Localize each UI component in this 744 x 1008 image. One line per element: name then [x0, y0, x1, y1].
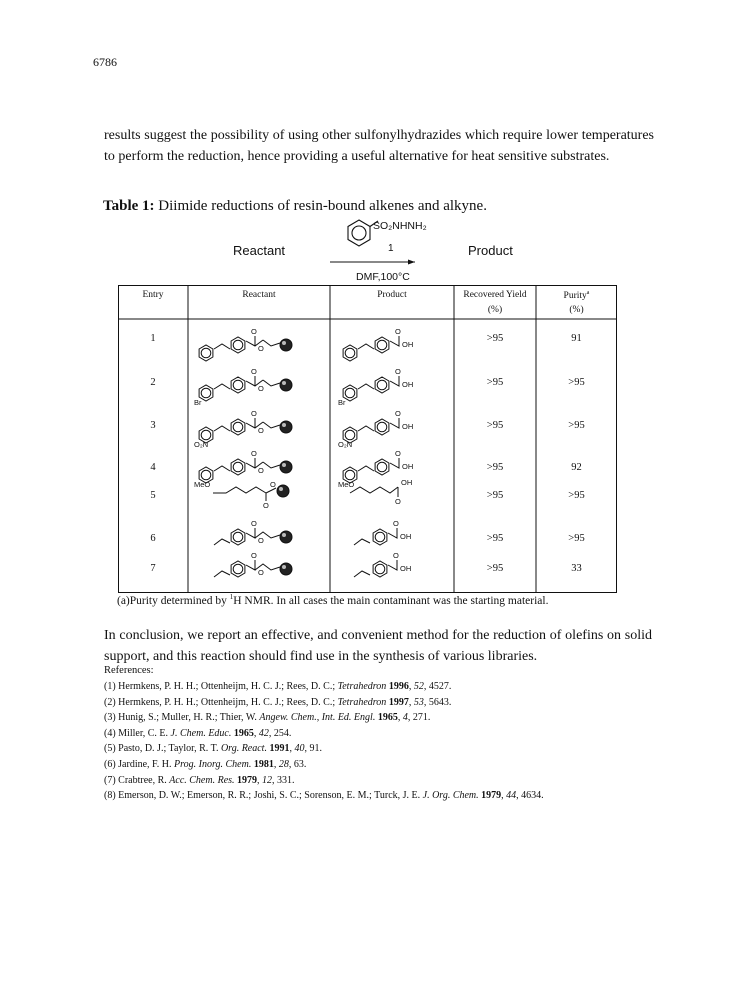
reference-volume: 44 [506, 790, 517, 802]
conclusion-paragraph: In conclusion, we report an effective, and convenient method for the reduction of olefins on solid support, and this reaction should find use in the synthesis of various libraries. [104, 628, 652, 664]
resin-bead [277, 485, 289, 497]
reference-pages: , 4634. [516, 790, 544, 802]
atom-label: O [258, 536, 264, 545]
bond [263, 340, 280, 346]
table-yield: >95 [486, 462, 504, 473]
atom-label: O [258, 344, 264, 353]
bond [354, 539, 370, 545]
reference-year: 1996 [388, 681, 409, 692]
resin-bead [280, 563, 292, 575]
atom-label: O [263, 501, 269, 510]
reference-item: (1) Hermkens, P. H. H.; Ottenheijm, H. C. J.; Rees, D. C.; Tetrahedron 1996, 52, 4527. [104, 681, 452, 692]
atom-label: OH [401, 478, 413, 487]
reference-journal: Prog. Inorg. Chem. [174, 759, 252, 770]
header-yield: Recovered Yield [463, 290, 527, 300]
reference-volume: 42 [258, 727, 269, 739]
bond [263, 380, 280, 386]
reference-journal: Angew. Chem., Int. Ed. Engl. [259, 712, 376, 724]
atom-label: O [258, 426, 264, 435]
reference-year: 1981 [253, 759, 274, 770]
atom-label: O [395, 409, 401, 418]
bond [214, 384, 230, 389]
bond [263, 422, 280, 428]
atom-label: O₂N [194, 440, 209, 449]
table-entry: 7 [150, 563, 156, 574]
reference-item: (4) Miller, C. E. J. Chem. Educ. 1965, 42, 254. [104, 727, 292, 739]
bond [358, 384, 374, 389]
reference-journal: J. Chem. Educ. [170, 727, 232, 739]
reference-item: (7) Crabtree, R. Acc. Chem. Res. 1979, 12, 331. [104, 774, 295, 786]
atom-label: OH [400, 564, 412, 573]
reference-volume: 52 [413, 681, 424, 692]
bond [358, 426, 374, 431]
reference-authors: (3) Hunig, S.; Muller, H. R.; Thier, W. [104, 712, 260, 724]
reference-authors: (7) Crabtree, R. [104, 774, 170, 786]
reference-journal: J. Org. Chem. [422, 790, 479, 802]
table-yield: >95 [486, 563, 504, 574]
atom-label: O [251, 327, 257, 336]
reference-year: 1997 [388, 696, 409, 708]
intro-paragraph: results suggest the possibility of using other sulfonylhydrazides which require lower temperatures to perform the reduction, hence providing a useful alternative for heat sensitive substrates. [104, 128, 654, 164]
bond [390, 336, 399, 346]
atom-label: O [251, 409, 257, 418]
reference-year: 1979 [237, 774, 258, 786]
atom-label: OH [402, 422, 414, 431]
header-yield-unit: (%) [487, 305, 503, 315]
atom-label: O [258, 568, 264, 577]
reference-pages: , 91. [304, 743, 322, 755]
page-number: 6786 [93, 55, 117, 69]
bond [388, 528, 397, 538]
atom-label: OH [402, 462, 414, 471]
resin-bead [280, 421, 292, 433]
reference-pages: , 271. [407, 712, 431, 724]
table-entry: 6 [150, 533, 156, 544]
table-purity: 33 [571, 563, 582, 574]
reference-item: (3) Hunig, S.; Muller, H. R.; Thier, W. Angew. Chem., Int. Ed. Engl. 1965, 4, 271. [104, 712, 431, 724]
bond [214, 539, 230, 545]
atom-label: O [395, 367, 401, 376]
bond [246, 528, 255, 538]
reference-pages: , 254. [268, 727, 292, 739]
footnote-text-a: (a)Purity determined by [117, 594, 230, 607]
table-purity: 91 [571, 333, 582, 344]
reference-volume: 40 [294, 743, 305, 755]
atom-label: O [393, 551, 399, 560]
reference-item: (2) Hermkens, P. H. H.; Ottenheijm, H. C. J.; Rees, D. C.; Tetrahedron 1997, 53, 5643. [104, 696, 452, 708]
atom-label: O [258, 466, 264, 475]
results-table [118, 285, 617, 593]
reference-pages: , 63. [288, 759, 307, 770]
table-yield: >95 [486, 377, 504, 388]
header-reactant: Reactant [242, 290, 276, 300]
table-purity: >95 [568, 490, 585, 501]
resin-bead [280, 531, 292, 543]
atom-label: O [395, 497, 401, 506]
atom-label: O [251, 551, 257, 560]
reference-volume: 4 [402, 712, 408, 724]
table-entry: 3 [150, 420, 156, 431]
scheme-reagent-formula: SO₂NHNH₂ [373, 220, 427, 232]
table-caption-text: Diimide reductions of resin-bound alkenes and alkyne. [154, 198, 487, 214]
bond [390, 458, 399, 468]
table-purity: >95 [568, 420, 585, 431]
atom-label: Br [338, 398, 346, 407]
atom-label: O [251, 519, 257, 528]
bond [214, 466, 230, 471]
table-purity: >95 [568, 533, 585, 544]
bond [263, 462, 280, 468]
reference-year: 1991 [269, 743, 290, 755]
reference-authors: (5) Pasto, D. J.; Taylor, R. T. [104, 743, 221, 755]
header-product: Product [377, 290, 407, 300]
table-entry: 1 [150, 333, 156, 344]
reference-item: (6) Jardine, F. H. Prog. Inorg. Chem. 1981, 28, 63. [104, 759, 307, 770]
atom-label: O [270, 480, 276, 489]
atom-label: O₂N [338, 440, 353, 449]
reference-volume: 53 [413, 696, 424, 708]
reference-pages: , 331. [272, 774, 295, 786]
atom-label: OH [400, 532, 412, 541]
atom-label: O [393, 519, 399, 528]
bond [214, 571, 230, 577]
bond [390, 376, 399, 386]
bond [358, 466, 374, 471]
table-yield: >95 [486, 420, 504, 431]
bond [350, 487, 398, 493]
atom-label: O [251, 367, 257, 376]
bond [358, 344, 374, 349]
resin-bead [280, 339, 292, 351]
reference-journal: Acc. Chem. Res. [169, 774, 235, 786]
reference-authors: (4) Miller, C. E. [104, 727, 171, 739]
table-yield: >95 [486, 490, 504, 501]
reference-authors: (6) Jardine, F. H. [104, 759, 175, 770]
reference-authors: (1) Hermkens, P. H. H.; Ottenheijm, H. C. J.; Rees, D. C.; [104, 681, 338, 692]
atom-label: O [258, 384, 264, 393]
reference-volume: 12 [262, 774, 273, 786]
reference-authors: (8) Emerson, D. W.; Emerson, R. R.; Joshi, S. C.; Sorenson, E. M.; Turck, J. E. [104, 790, 423, 802]
bond [354, 571, 370, 577]
scheme-conditions: DMF,100°C [356, 271, 410, 283]
table-footnote [117, 593, 548, 607]
reagent-benzene-ring [348, 220, 370, 246]
atom-label: O [395, 449, 401, 458]
table-entry: 5 [150, 490, 156, 501]
reference-pages: , 4527. [423, 681, 452, 692]
footnote-sup: 1 [229, 593, 234, 601]
reference-year: 1965 [377, 712, 398, 724]
header-purity-label: Purity [563, 291, 587, 302]
header-purity-unit: (%) [569, 305, 584, 315]
header-purity [536, 290, 617, 301]
reference-journal: Tetrahedron [337, 681, 387, 692]
table-purity: >95 [568, 377, 585, 388]
header-purity-footnote-mark: a [586, 290, 590, 296]
bond [213, 487, 266, 493]
scheme-compound-number: 1 [388, 243, 394, 254]
reference-year: 1965 [233, 727, 254, 739]
resin-bead [280, 461, 292, 473]
table-purity: 92 [571, 462, 582, 473]
header-entry: Entry [142, 290, 164, 300]
reference-authors: (2) Hermkens, P. H. H.; Ottenheijm, H. C. J.; Rees, D. C.; [104, 696, 338, 708]
reference-item: (5) Pasto, D. J.; Taylor, R. T. Org. React. 1991, 40, 91. [104, 743, 322, 755]
atom-label: OH [402, 380, 414, 389]
resin-bead [280, 379, 292, 391]
table-yield: >95 [486, 333, 504, 344]
scheme-product-label: Product [468, 243, 513, 258]
reference-item: (8) Emerson, D. W.; Emerson, R. R.; Joshi, S. C.; Sorenson, E. M.; Turck, J. E. J. Org. Chem. 1979, 44, 4634. [104, 790, 544, 802]
bond [390, 418, 399, 428]
reference-journal: Tetrahedron [337, 696, 387, 708]
atom-label: MeO [194, 480, 211, 489]
table-caption-label: Table 1: [103, 198, 155, 214]
bond [214, 344, 230, 349]
scheme-reactant-label: Reactant [233, 243, 286, 258]
footnote-text-b: H NMR. In all cases the main contaminant was the starting material. [233, 594, 549, 607]
table-yield: >95 [486, 533, 504, 544]
table-caption [103, 198, 487, 215]
bond [246, 560, 255, 570]
reference-pages: , 5643. [423, 696, 452, 708]
table-entry: 2 [150, 377, 156, 388]
atom-label: MeO [338, 480, 355, 489]
atom-label: O [251, 449, 257, 458]
atom-label: O [395, 327, 401, 336]
reference-volume: 28 [278, 759, 289, 770]
atom-label: OH [402, 340, 414, 349]
table-entry: 4 [150, 462, 156, 473]
atom-label: Br [194, 398, 202, 407]
reference-journal: Org. React. [220, 743, 267, 755]
reference-year: 1979 [481, 790, 502, 802]
bond [214, 426, 230, 431]
references-heading: References: [104, 665, 154, 676]
bond [388, 560, 397, 570]
